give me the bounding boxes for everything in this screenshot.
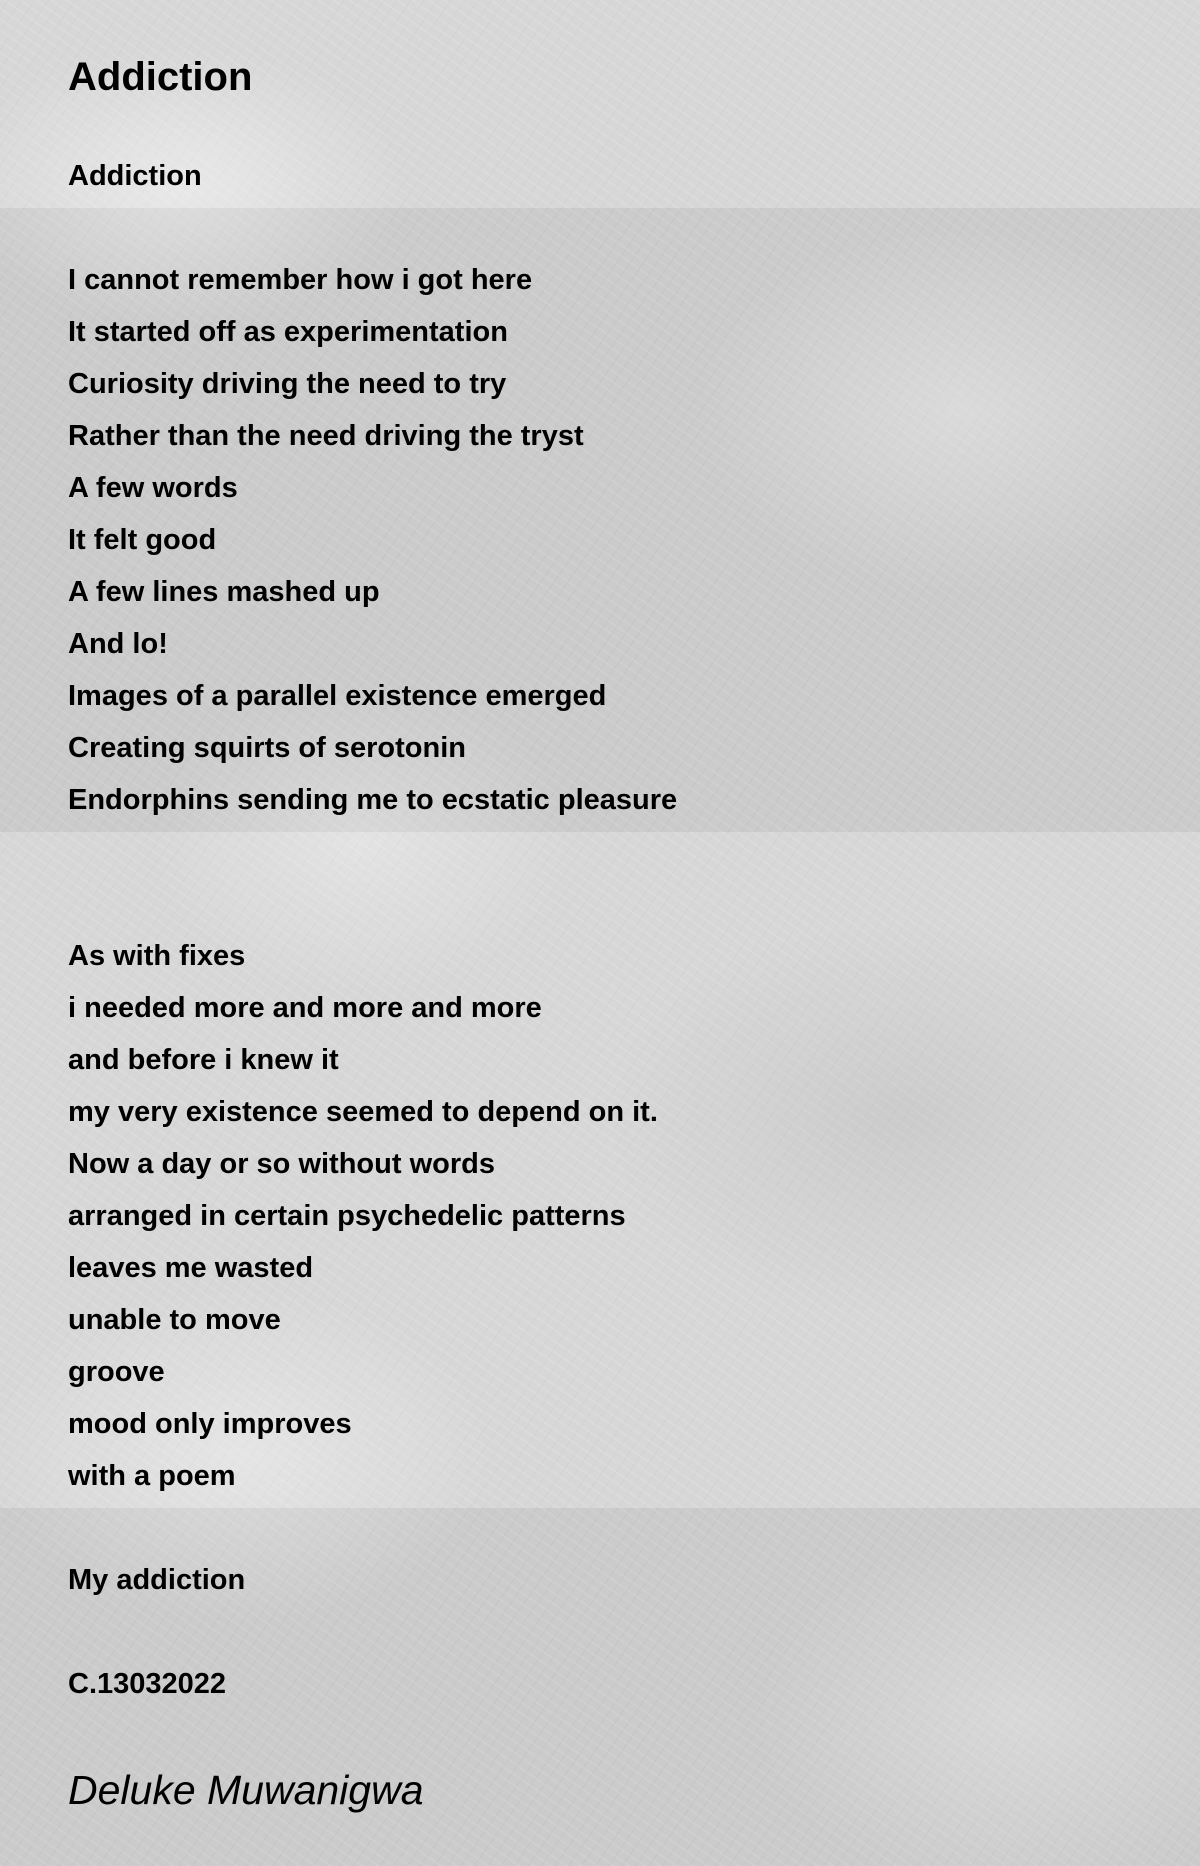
stanza-gap: [68, 202, 677, 254]
poem-line: Curiosity driving the need to try: [68, 368, 507, 400]
poem-line: I cannot remember how i got here: [68, 264, 533, 296]
poem-line: Now a day or so without words: [68, 1148, 495, 1180]
poem-line: It started off as experimentation: [68, 316, 508, 348]
stanza-gap: [68, 1502, 677, 1554]
stanza-2: [68, 930, 677, 1502]
poem-line: Rather than the need driving the tryst: [68, 420, 584, 452]
poem-line: with a poem: [68, 1460, 236, 1492]
poem-line: arranged in certain psychedelic patterns: [68, 1200, 626, 1232]
poem-line: and before i knew it: [68, 1044, 339, 1076]
poem-line: leaves me wasted: [68, 1252, 314, 1284]
poem-author: Deluke Muwanigwa: [68, 1767, 424, 1813]
poem-body: [68, 150, 677, 1710]
poem-line: mood only improves: [68, 1408, 352, 1440]
poem-date: C.13032022: [68, 1668, 227, 1700]
poem-title: Addiction: [68, 55, 253, 99]
stanza-gap: [68, 1606, 677, 1658]
poem-closing-line: My addiction: [68, 1564, 246, 1596]
poem-line: And lo!: [68, 628, 168, 660]
poem-line: A few lines mashed up: [68, 576, 380, 608]
poem-line: groove: [68, 1356, 165, 1388]
poem-line: A few words: [68, 472, 238, 504]
stanza-gap: [68, 826, 677, 930]
poem-line: Images of a parallel existence emerged: [68, 680, 607, 712]
stanza-1: [68, 254, 677, 826]
poem-line: i needed more and more and more: [68, 992, 542, 1024]
poem-line: As with fixes: [68, 940, 246, 972]
poem-line: my very existence seemed to depend on it.: [68, 1096, 658, 1128]
poem-line: unable to move: [68, 1304, 281, 1336]
poem-subtitle: Addiction: [68, 160, 202, 192]
poem-line: It felt good: [68, 524, 217, 556]
poem-line: Creating squirts of serotonin: [68, 732, 466, 764]
poem-line: Endorphins sending me to ecstatic pleasure: [68, 784, 678, 816]
